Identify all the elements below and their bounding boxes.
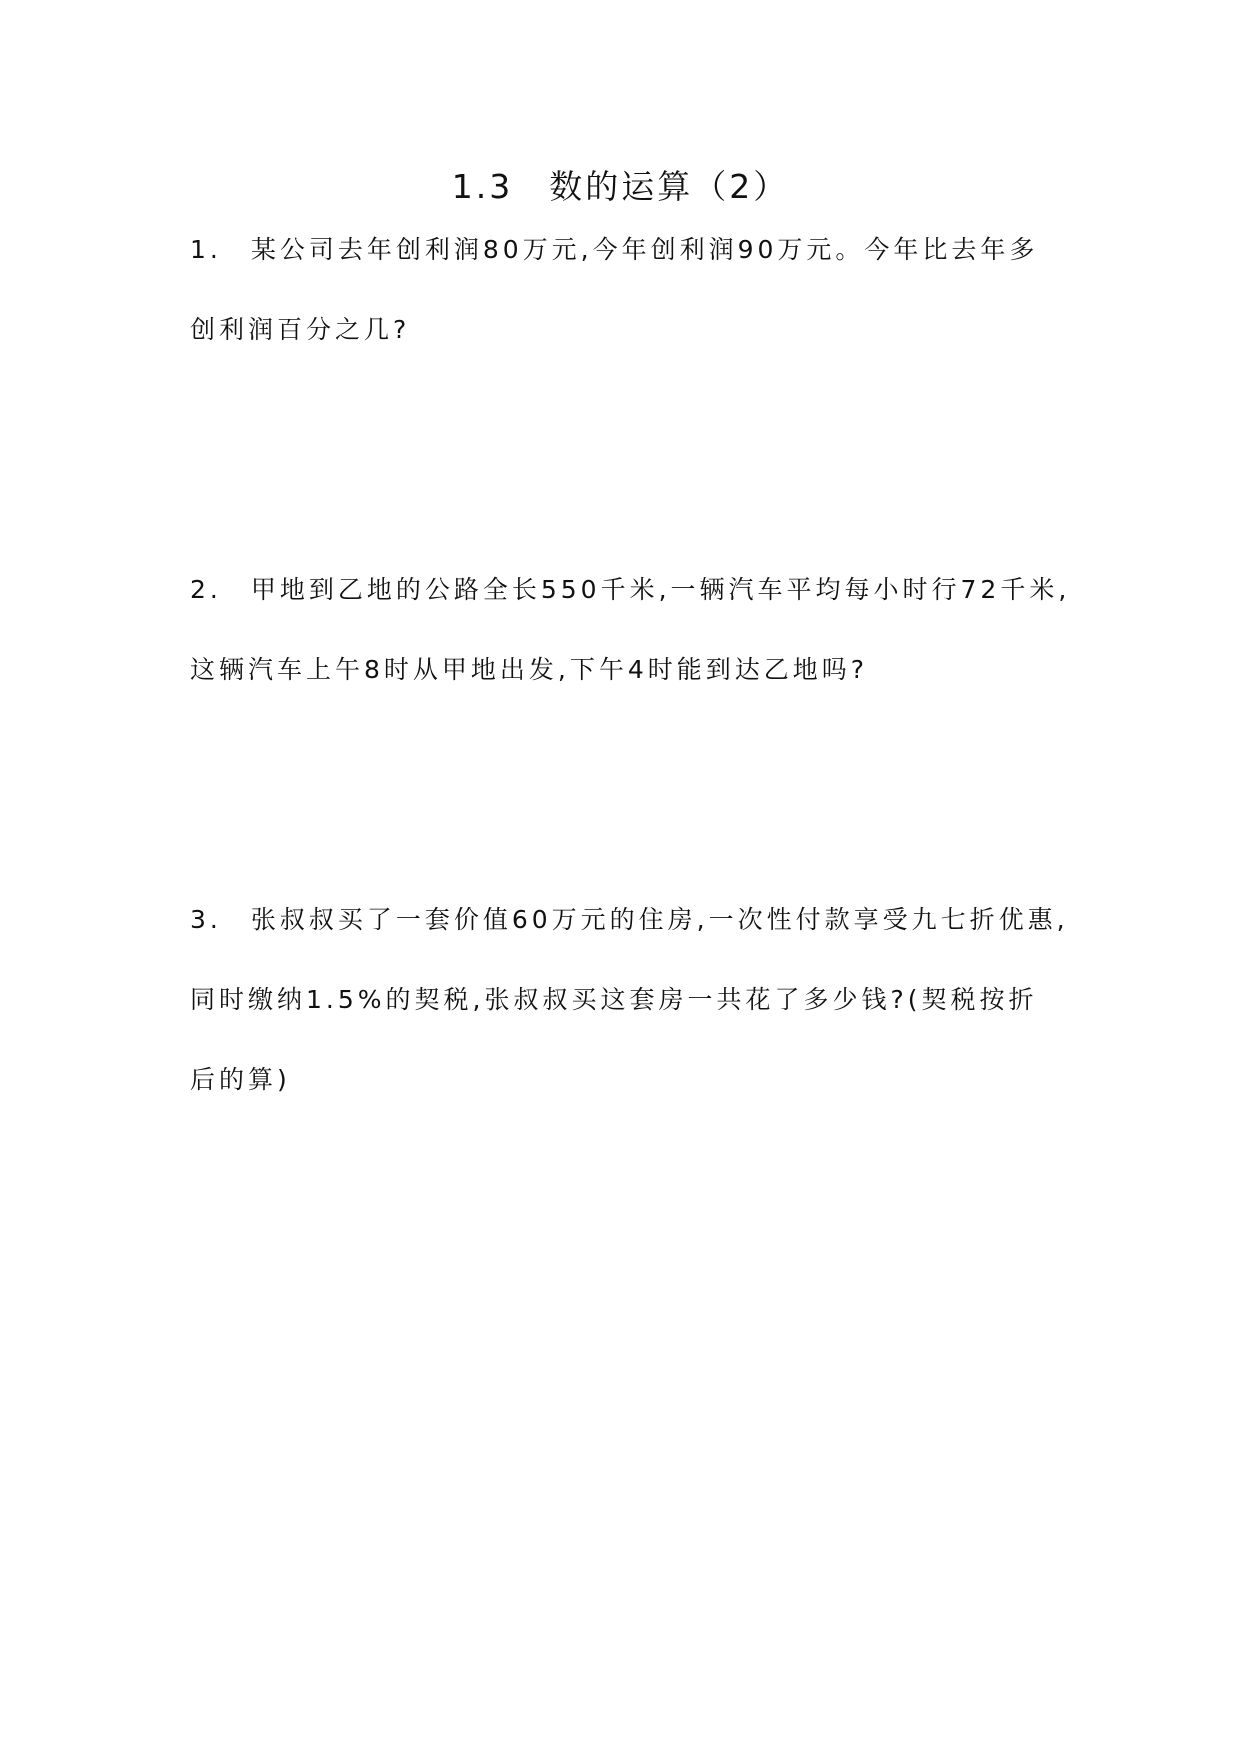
problem-3-line-3: 后的算) bbox=[190, 1065, 291, 1094]
problem-2-line-1: 2. 甲地到乙地的公路全长550千米,一辆汽车平均每小时行72千米, bbox=[190, 575, 1071, 604]
problem-2 bbox=[190, 550, 1070, 710]
problem-1-line-2: 创利润百分之几? bbox=[190, 315, 411, 344]
problem-2-line-2: 这辆汽车上午8时从甲地出发,下午4时能到达乙地吗? bbox=[190, 655, 869, 684]
problem-3-line-1: 3. 张叔叔买了一套价值60万元的住房,一次性付款享受九七折优惠, bbox=[190, 905, 1069, 934]
problem-1-line-1: 1. 某公司去年创利润80万元,今年创利润90万元。今年比去年多 bbox=[190, 235, 1039, 264]
problem-3-line-2: 同时缴纳1.5%的契税,张叔叔买这套房一共花了多少钱?(契税按折 bbox=[190, 985, 1038, 1014]
page-title: 1.3 数的运算（2） bbox=[451, 167, 790, 206]
problem-1 bbox=[190, 210, 1070, 370]
problem-3 bbox=[190, 880, 1070, 1120]
